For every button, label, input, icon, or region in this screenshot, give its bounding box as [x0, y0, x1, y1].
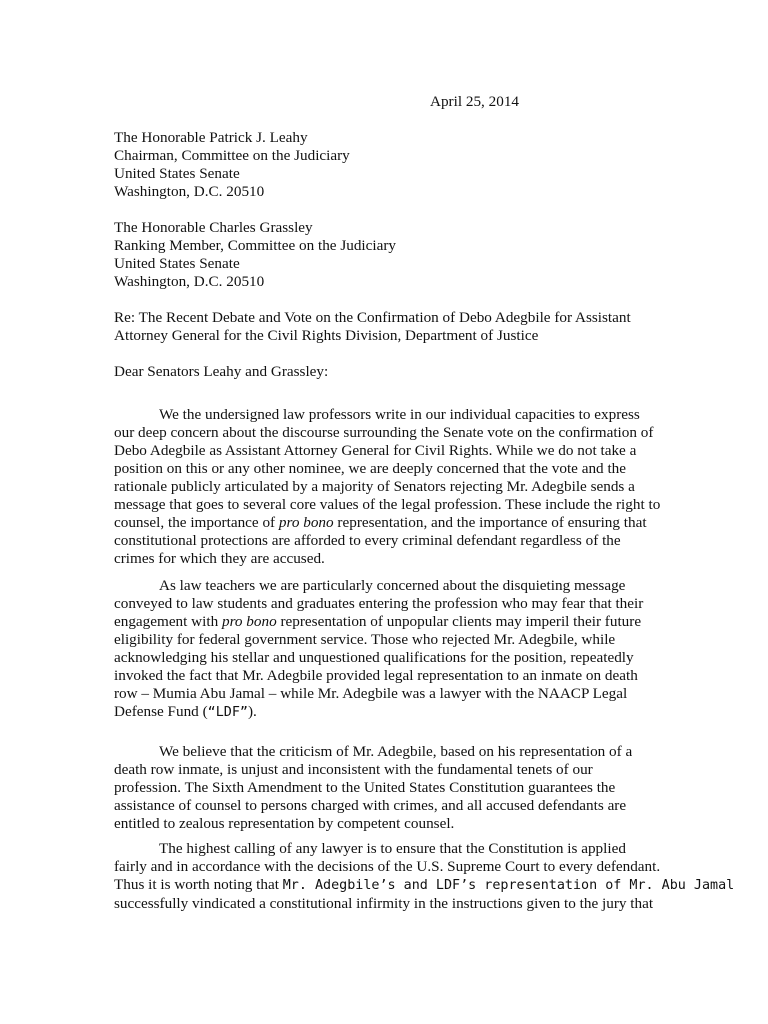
- paragraph-line: As law teachers we are particularly concerned about the disquieting message: [159, 577, 626, 594]
- text-run: representation of unpopular clients may imperil their future: [276, 613, 642, 630]
- address-line: Washington, D.C. 20510: [114, 183, 265, 200]
- address-line: The Honorable Patrick J. Leahy: [114, 129, 308, 146]
- italic-term: pro bono: [221, 613, 277, 630]
- text-run: ).: [247, 703, 257, 720]
- paragraph-line: eligibility for federal government service. Those who rejected Mr. Adegbile, while: [114, 631, 616, 648]
- paragraph-line: profession. The Sixth Amendment to the United States Constitution guarantees the: [114, 779, 616, 796]
- text-run: counsel, the importance of: [114, 514, 279, 531]
- paragraph-line: We the undersigned law professors write in our individual capacities to express: [159, 406, 640, 423]
- paragraph-line: The highest calling of any lawyer is to ensure that the Constitution is applied: [159, 840, 626, 857]
- paragraph-line: [114, 703, 660, 722]
- body-paragraph-3: [114, 743, 660, 833]
- paragraph-line: [114, 876, 735, 895]
- address-line: Chairman, Committee on the Judiciary: [114, 147, 350, 164]
- paragraph-line: successfully vindicated a constitutional infirmity in the instructions given to the jury that: [114, 895, 654, 912]
- paragraph-line: our deep concern about the discourse surrounding the Senate vote on the confirmation of: [114, 424, 654, 441]
- recipient-address-leahy: [114, 129, 660, 201]
- body-paragraph-2: [114, 577, 660, 722]
- paragraph-line: constitutional protections are afforded to every criminal defendant regardless of the: [114, 532, 621, 549]
- paragraph-line: invoked the fact that Mr. Adegbile provided legal representation to an inmate on death: [114, 667, 638, 684]
- paragraph-line: conveyed to law students and graduates entering the profession who may fear that their: [114, 595, 644, 612]
- italic-term: pro bono: [278, 514, 334, 531]
- paragraph-line: [114, 613, 660, 631]
- address-line: Washington, D.C. 20510: [114, 273, 265, 290]
- address-line: Ranking Member, Committee on the Judiciary: [114, 237, 396, 254]
- paragraph-line: We believe that the criticism of Mr. Adegbile, based on his representation of a: [159, 743, 633, 760]
- recipient-address-grassley: [114, 219, 660, 291]
- text-run: engagement with: [114, 613, 222, 630]
- paragraph-line: [114, 514, 660, 532]
- letter-date: April 25, 2014: [430, 93, 520, 110]
- subject-line-text: Attorney General for the Civil Rights Division, Department of Justice: [114, 327, 539, 344]
- subject-line: [114, 309, 660, 345]
- text-run: Defense Fund (: [114, 703, 208, 720]
- paragraph-line: message that goes to several core values of the legal profession. These include the right to: [114, 496, 661, 513]
- paragraph-line: Debo Adegbile as Assistant Attorney General for Civil Rights. While we do not take a: [114, 442, 637, 459]
- paragraph-line: assistance of counsel to persons charged with crimes, and all accused defendants are: [114, 797, 627, 814]
- body-paragraph-4: [114, 840, 735, 913]
- paragraph-line: crimes for which they are accused.: [114, 550, 325, 567]
- address-line: The Honorable Charles Grassley: [114, 219, 313, 236]
- address-line: United States Senate: [114, 255, 240, 272]
- subject-line-text: Re: The Recent Debate and Vote on the Confirmation of Debo Adegbile for Assistant: [114, 309, 631, 326]
- paragraph-line: row – Mumia Abu Jamal – while Mr. Adegbile was a lawyer with the NAACP Legal: [114, 685, 628, 702]
- paragraph-line: death row inmate, is unjust and inconsistent with the fundamental tenets of our: [114, 761, 593, 778]
- text-run: Thus it is worth noting that: [114, 876, 283, 893]
- mono-text-run: Mr. Adegbile’s and LDF’s representation of Mr. Abu Jamal: [282, 878, 735, 893]
- text-run: representation, and the importance of ensuring that: [333, 514, 647, 531]
- paragraph-line: acknowledging his stellar and unquestioned qualifications for the position, repeatedly: [114, 649, 634, 666]
- paragraph-line: rationale publicly articulated by a majority of Senators rejecting Mr. Adegbile sends a: [114, 478, 635, 495]
- paragraph-line: position on this or any other nominee, we are deeply concerned that the vote and the: [114, 460, 626, 477]
- paragraph-line: fairly and in accordance with the decisions of the U.S. Supreme Court to every defendant.: [114, 858, 661, 875]
- mono-text-run: “LDF”: [207, 705, 248, 720]
- body-paragraph-1: [114, 406, 660, 568]
- paragraph-line: entitled to zealous representation by competent counsel.: [114, 815, 455, 832]
- salutation: Dear Senators Leahy and Grassley:: [114, 363, 329, 380]
- address-line: United States Senate: [114, 165, 240, 182]
